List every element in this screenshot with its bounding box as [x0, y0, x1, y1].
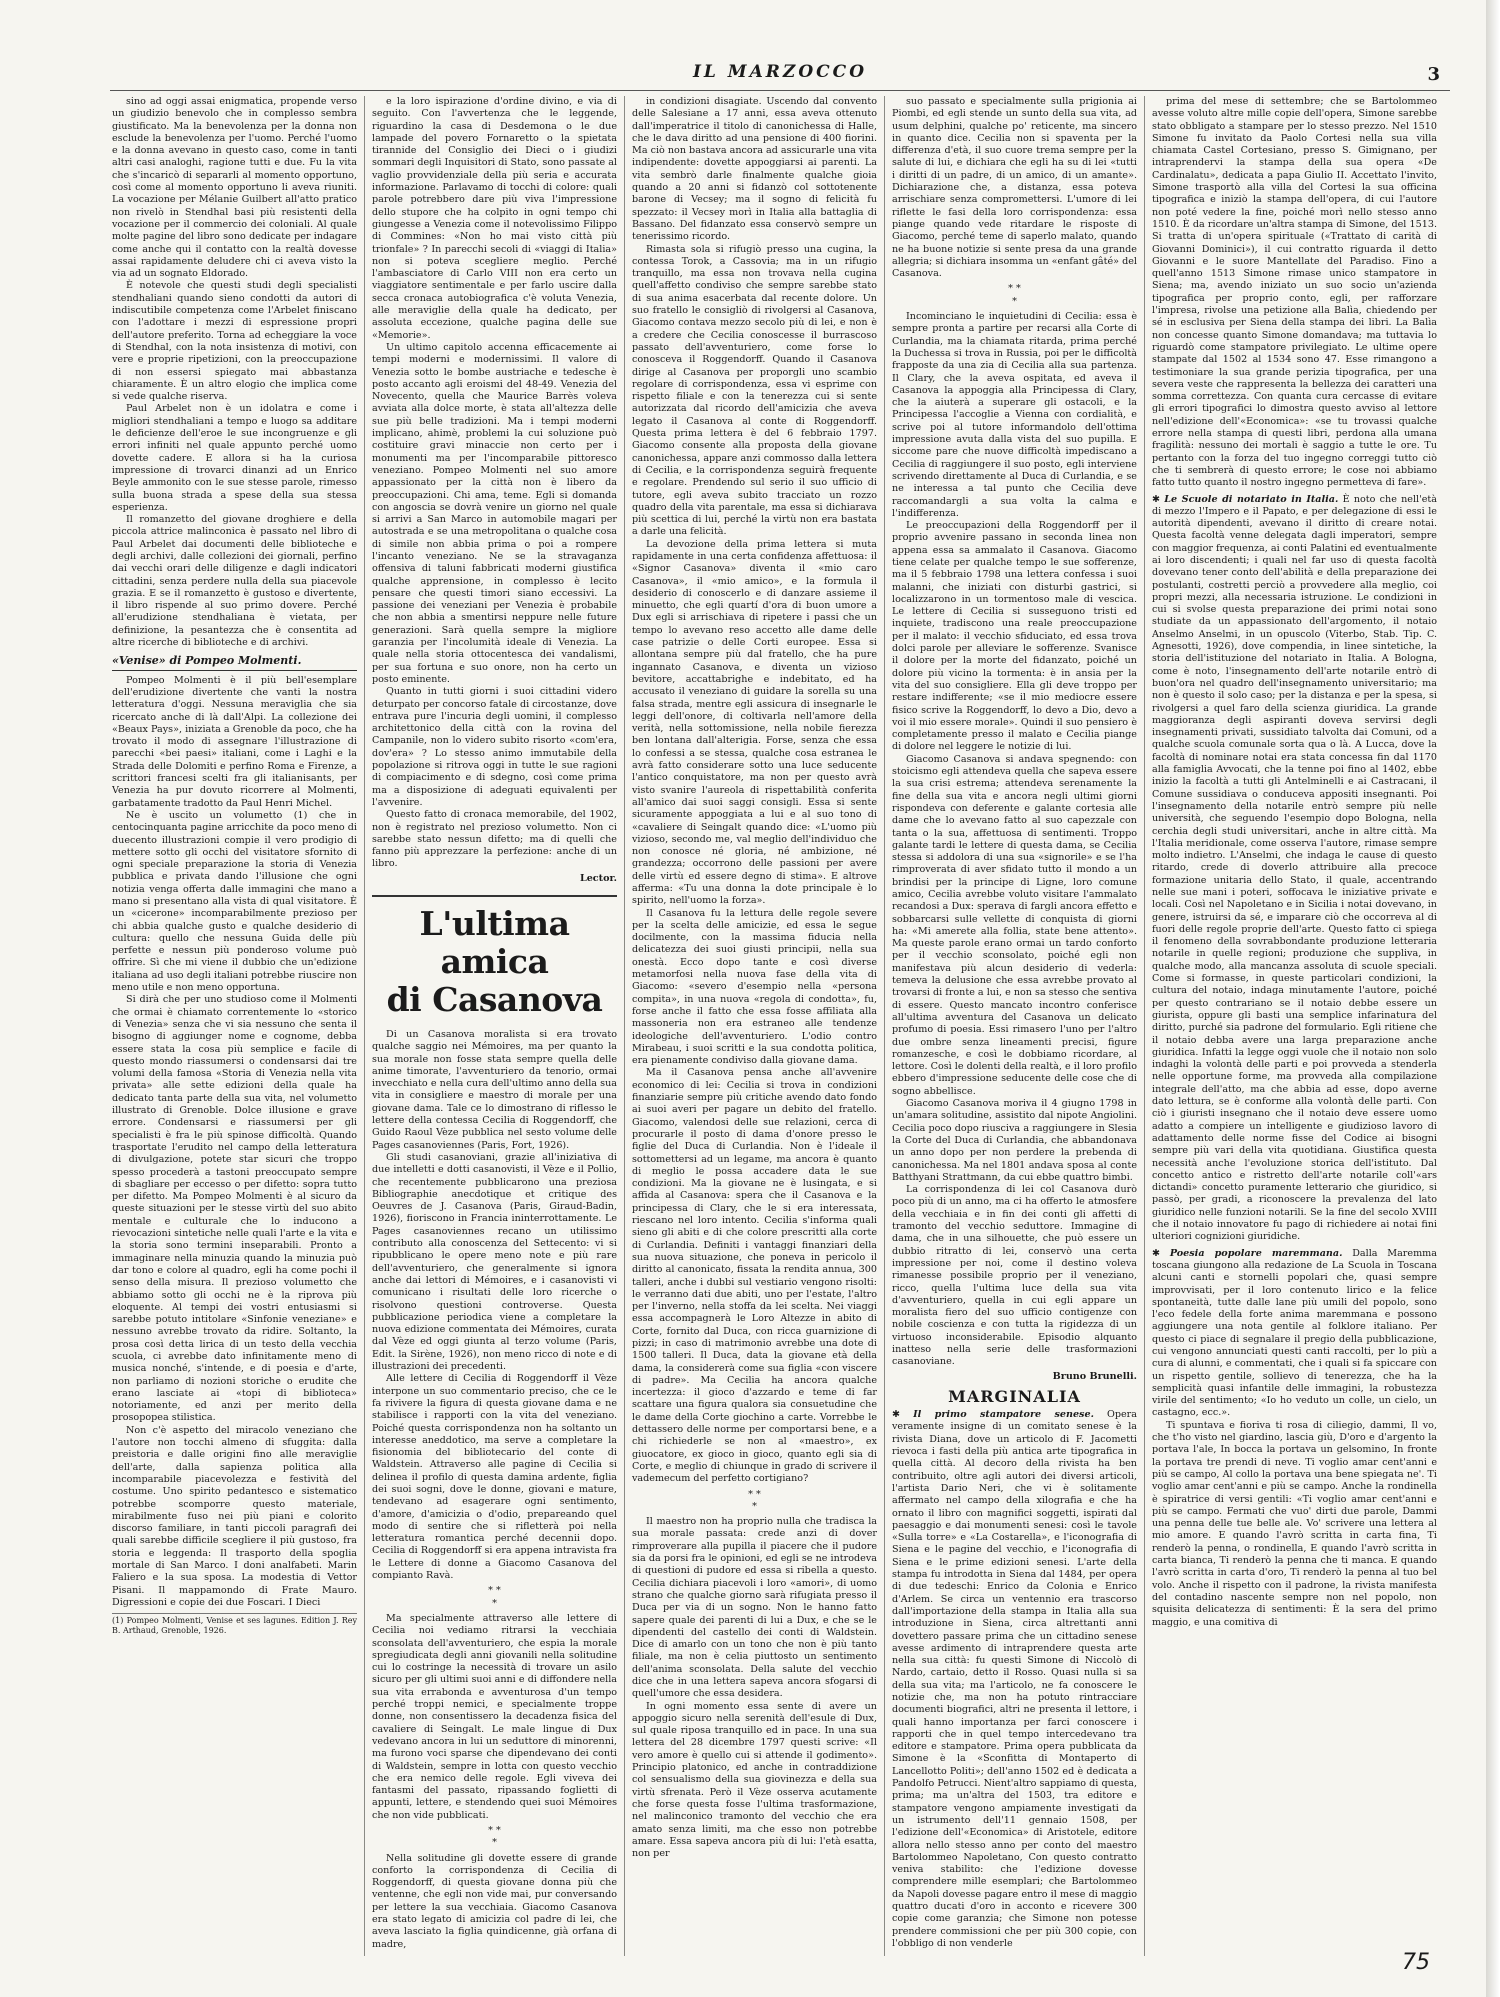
page-header [110, 60, 1450, 90]
paragraph: È noto che nell'età di mezzo l'Impero e il Papato, e per delegazione di essi le autorità dipendenti, avevano il diritto di creare notai. Questa facoltà venne delegata dagli imperatori, sempre con maggior frequenza, ai conti Palatini ed eventualmente ai loro discendenti; i quali nel far uso di questa facoltà dovevano tener conto dell'abilità e della preparazione dei postulanti, costretti perciò a provvedere alla meglio, coi propri mezzi, alla necessaria istruzione. Le condizioni in cui si svolse questa preparazione dei primi notai sono studiate da un appassionato dell'argomento, il notaio Anselmo Anselmi, in un opuscolo (Viterbo, Stab. Tip. C. Agnesotti, 1926), dove compendia, in linee sintetiche, la storia dell'istituzione del notariato in Italia. A Bologna, come è noto, l'insegnamento dell'arte notarile entrò di buon'ora nel quadro dell'insegnamento universitario; ma non è questo il solo caso; per la distanza e per la spesa, si rivolgersi a quel faro della scienza giuridica. La grande maggioranza degli aspiranti doveva servirsi degli insegnamenti privati, sussidiato talvolta dai Comuni, od a qualche scuola comunale sorta qua o là. A Lucca, dove la facoltà di nominare notai era stata concessa fin dal 1170 alla famiglia Avvocati, che la tenne poi fino al 1402, ebbe inizio la facoltà a tutti gli Antelminelli e ai Castracani, il Comune sussidiava o conduceva appositi insegnanti. Poi l'insegnamento della notarile entrò sempre più nelle università, che seguendo l'esempio dopo Bologna, nella cerchia degli studi universitari, anche in altre città. Ma l'Italia meridionale, come osserva l'autore, rimase sempre molto indietro. L'Anselmi, che indaga le cause di questo ritardo, crede di doverlo attribuire alla precoce formazione unitaria dello Stato, il quale, accentrando nelle sue mani i poteri, soffocava le iniziative private e locali. Così nel Napoletano e in Sicilia i notai dovevano, in genere, istruirsi da sé, e imparare ciò che occorreva al di fuori delle regole proprie dell'arte. Questo fatto ci spiega il fenomeno della sovrabbondante produzione letteraria notarile in quelle regioni; produzione che suppliva, in qualche modo, alla mancanza assoluta di scuole speciali. Come si formasse, in queste particolari condizioni, la cultura del notaio, indaga minutamente l'autore, poiché per questo contrariano se il notaio debbe essere un giurista, oppure gli basti una semplice infarinatura del diritto, purché sia padrone del formulario. Egli ritiene che il notaio debba avere una larga preparazione anche giuridica. Infatti la legge oggi vuole che il notaio non solo indaghi la volontà delle parti e poi provveda a stenderla nelle opportune forme, ma provveda alla compilazione integrale dell'atto, ma che abbia ad esse, dopo averne dato lettura, se è conforme alla volontà delle parti. Con ciò i giuristi insegnano che il notaio deve essere uomo adatto a compiere un intelligente e giudizioso lavoro di adattamento delle norme fisse del Codice ai bisogni sempre più vari della vita quotidiana. Giustifica questa necessità anche l'evoluzione storica dell'istituto. Dal concetto antico e ristretto dell'arte notarile coll'«ars dictandi» concetto puramente letterario che giuridico, si passò, per gradi, a riconoscere la prevalenza del lato giuridico nelle funzioni notarili. Se la fine del secolo XVIII che il notaio innovatore fu pago di richiedere ai notai fini ulteriori cognizioni giuridiche. [1152, 493, 1437, 1243]
paragraph: in condizioni disagiate. Uscendo dal convento delle Salesiane a 17 anni, essa aveva ottenuto dall'imperatrice il titolo di canonichessa di Halle, che le dava diritto ad una pensione di 400 fiorini. Ma ciò non bastava ancora ad assicurarle una vita indipendente: dovette appoggiarsi ai parenti. La vita sembrò darle finalmente qualche gioia quando a 20 anni si fidanzò col sottotenente barone di Vecsey; ma il sogno di felicità fu spezzato: il Vecsey morì in Italia alla battaglia di Bassano. Del fidanzato essa conservò sempre un tenerissimo ricordo. [632, 96, 877, 243]
paragraph: prima del mese di settembre; che se Bartolommeo avesse voluto altre mille copie dell'opera, Simone sarebbe stato obbligato a stampare per lo stesso prezzo. Nel 1510 Simone fu invitato da Paolo Cortesi nella sua villa chiamata Castel Cortesiano, presso S. Gimignano, per intraprendervi la stampa della sua opera «De Cardinalatu», dedicata a papa Giulio II. Accettato l'invito, Simone trasportò alla villa del Cortesi la sua officina tipografica e iniziò la stampa dell'opera, di cui l'autore non poté vedere la fine, poiché morì nello stesso anno 1510. È da ricordare un'altra stampa di Simone, del 1513. Si tratta di un'opera spirituale («Trattato di carità di Giovanni Dominici»), il cui contratto riguarda il detto Giovanni e le suore Mantellate del Paradiso. Fino a quell'anno 1513 Simone rimase unico stampatore in Siena; ma, avendo iniziato un suo socio un'azienda tipografica per proprio conto, egli, per rafforzare l'impresa, rivolse una petizione alla Balìa, chiedendo per sé in esclusiva per Siena della stampa dei libri. La Balìa non concesse quanto Simone domandava; ma tuttavia lo riguardò come stampatore privilegiato. Le ultime opere stampate dal 1502 al 1534 sono 47. Esse rimangono a testimoniare la sua grande perizia tipografica, per una severa veste che rappresenta la bellezza dei caratteri una somma correttezza. Con quanta cura cercasse di evitare gli errori tipografici lo dimostra questo avviso al lettore nell'edizione dell'«Economica»: «se tu trovassi qualche errore nella stampa di questi libri, perdona alla umana fragilità: nessuno dei mortali è saggio a tutte le ore. Tu pertanto con la forza del tuo ingegno correggi tutto ciò che ti sembrerà di questo errore; le cose noi abbiamo fatto tutto quanto il nostro ingegno permetteva di fare». [1152, 96, 1437, 489]
paragraph: Il romanzetto del giovane droghiere e della piccola attrice malinconica è passato nel libro di Paul Arbelet dai documenti delle biblioteche e degli archivi, dalle collezioni dei giornali, perfino dai vecchi orari delle diligenze e dagli indicatori cittadini, senza perdere nulla della sua piacevole grazia. E se il romanzetto è gustoso e divertente, il libro rispende al suo primo dovere. Perché all'erudizione stendhaliana è vietata, per definizione, la pesantezza che è consentita ad altre ricerche di biblioteche e di archivi. [112, 514, 357, 649]
paragraph: Ne è uscito un volumetto (1) che in centocinquanta pagine arricchite da poco meno di duecento illustrazioni compie il vero prodigio di mettere sotto gli occhi del visitatore sfornito di ogni speciale preparazione la storia di Venezia pubblica e privata dando l'illusione che ogni notizia venga offerta dalle immagini che mano a mano si presentano alla vista di qual visitatore. È un «cicerone» incomparabilmente prezioso per chi abbia qualche gusto e qualche desiderio di cultura: quello che nessuna Guida delle più perfette e nessun più ponderoso volume può offrire. Sì che mi viene il dubbio che un'edizione italiana ad uso degli italiani potrebbe riuscire non meno utile e non meno opportuna. [112, 809, 357, 994]
paragraph: Il Casanova fu la lettura delle regole severe per la scelta delle amicizie, ed essa le segue docilmente, con la massima fiducia nella delicatezza dei suoi giusti principii, nella sua onestà. Ecco dopo tante e così diverse metamorfosi nella nuova fase della vita di Giacomo: «severo d'esempio nella «persona compita», in una nuova «regola di condotta», fu, forse anche il fatto che essa fosse affiliata alla massoneria non era estraneo alle tendenze ideologiche dell'avventuriero. L'odio contro Mirabeau, i suoi scritti e la sua condotta politica, era pienamente condiviso dalla giovane dama. [632, 907, 877, 1067]
article-title [372, 895, 617, 1019]
column-divider [624, 96, 625, 1956]
paragraph: Incominciano le inquietudini di Cecilia: essa è sempre pronta a partire per recarsi alla Corte di Curlandia, ma la chiamata ritarda, prima perché la Duchessa si trova in Russia, poi per le difficoltà frapposte da una zia di Cecilia alla sua partenza. Il Clary, che la aveva ospitata, ed aveva il Casanova la appoggia alla Principessa di Clary, che la aiuterà a superare gli ostacoli, e la Principessa l'accoglie a Vienna con cordialità, e scrive poi al tutore informandolo dell'ottima impressione avuta dalla vista del suo pupilla. E siccome pare che nuove difficoltà impediscano a Cecilia di raggiungere il suo posto, egli interviene scrivendo direttamente al Duca di Curlandia, e se ne interessa a tal punto che Cecilia deve raccomandargli a sua volta la calma e l'indifferenza. [892, 311, 1137, 519]
paragraph: Rimasta sola si rifugiò presso una cugina, la contessa Torok, a Cassovia; ma in un rifugio tranquillo, ma essa non trovava nella cugina quell'affetto condiviso che sempre sarebbe stato di sua anima esacerbata dal recente dolore. Un suo fratello le consigliò di rivolgersi al Casanova, Giacomo contava mezzo secolo più di lei, e non è a credere che Cecilia conoscesse il burrascoso passato dell'avventuriero, come forse lo conosceva il Roggendorff. Quando il Casanova dirige al Casanova per proporgli uno scambio regolare di corrispondenza, essa vi esprime con rispetto filiale e con la tenerezza cui si sente autorizzata dal ricordo dell'amicizia che aveva legato il Casanova al conte di Roggendorff. Questa prima lettera è del 6 febbraio 1797. Giacomo consente alla proposta della giovane canonichessa, appare anzi commosso dalla lettera di Cecilia, e la corrispondenza seguirà frequente e regolare. Prendendo sul serio il suo ufficio di tutore, egli aveva subito tracciato un rozzo quadro della vita parentale, ma essa si dichiarava più scettica di lui, perché la virtù non era bastata a darle una felicità. [632, 243, 877, 538]
paragraph: Quanto in tutti giorni i suoi cittadini videro deturpato per concorso fatale di circostanze, dove entrava pure l'incuria degli uomini, il complesso architettonico della città con la rovina del Campanile, non lo videro subito risorto «com'era, dov'era» ? Lo stesso animo immutabile della popolazione si ritrova oggi in tutte le sue ragioni di compiacimento e di sdegno, così come prima ma a disposizione di adeguati equivalenti per l'avvenire. [372, 686, 617, 808]
column-divider [364, 96, 365, 1956]
column-5 [1152, 96, 1437, 1966]
paragraph: La corrispondenza di lei col Casanova durò poco più di un anno, ma ci ha offerto le atmosfere della vecchiaia e in fin dei conti gli affetti di tramonto del vecchio seduttore. Immagine di dama, che in una silhouette, che può essere un dubbio ritratto di lei, conservò una certa impressione per noi, come il destino voleva rimanesse possibile proprio per il veneziano, ricco, quella l'ultima luce della sua vita d'avventuriero, quella in cui egli appare un moralista fiero del suo ufficio contigenze con nobile coscienza e con tutta la rigidezza di un virtuoso inconsiderabile. Episodio alquanto inatteso nella serie delle trasformazioni casanoviane. [892, 1184, 1137, 1368]
item-title: Il primo stampatore senese. [913, 1409, 1094, 1421]
column-divider [884, 96, 885, 1956]
paragraph: Questo fatto di cronaca memorabile, del 1902, non è registrato nel prezioso volumetto. Non ci sarebbe stato nessun difetto; ma di quelli che fanno più apprezzare la perfezione: anche di un libro. [372, 809, 617, 870]
section-separator: * * * [488, 1825, 501, 1849]
paragraph: Gli studi casanoviani, grazie all'iniziativa di due intelletti e dotti casanovisti, il Vèze e il Pollio, che recentemente pubblicarono una preziosa Bibliographie anecdotique et critique des Oeuvres de J. Casanova (Paris, Giraud-Badin, 1926), fioriscono in Francia ininterrottamente. Le Pages casanoviennes recano un utilissimo contributo alla conoscenza del Settecento: vi si ripubblicano le opere meno note e più rare dell'avventuriero, che generalmente si ignora anche dai lettori di Mémoires, e i casanovisti vi comunicano i risultati delle loro ricerche o risolvono questioni controverse. Questa pubblicazione periodica viene a completare la nuova edizione commentata dei Mémoires, curata dal Vèze ed oggi giunta al terzo volume (Paris, Edit. la Sirène, 1926), non meno ricco di note e di illustrazioni dei precedenti. [372, 1151, 617, 1373]
article-title-line: di Casanova [386, 980, 603, 1019]
column-4 [892, 96, 1137, 1966]
star-icon: ✱ [1152, 493, 1165, 505]
page-edge [1486, 0, 1500, 1997]
article-title-line: L'ultima amica [419, 904, 570, 981]
signature: Bruno Brunelli. [1052, 1370, 1137, 1382]
header-rule [110, 90, 1450, 91]
item-title: Le Scuole di notariato in Italia. [1164, 493, 1339, 505]
item-title: Poesia popolare maremmana. [1169, 1247, 1343, 1259]
footnote: (1) Pompeo Molmenti, Venise et ses lagunes. Edition J. Rey B. Arthaud, Grenoble, 1926. [112, 1613, 357, 1636]
star-icon: ✱ [1152, 1247, 1170, 1259]
paragraph: Le preoccupazioni della Roggendorff per il proprio avvenire passano in seconda linea non appena essa sa ammalato il Casanova. Giacomo tiene celate per qualche tempo le sue sofferenze, ma il 5 febbraio 1798 una lettera confessa i suoi malanni, che iniziati con disturbi gastrici, si localizzarono in un tormentoso male di vescica. Le lettere di Cecilia si susseguono tristi ed inquiete, tradiscono una reale preoccupazione per il malato: il vecchio sfiduciato, ed essa trova dolci parole per alleviare le sofferenze. Svanisce il dolore per la morte del fidanzato, poiché un dolore più vicino la tormenta: è in ansia per la vita del suo consigliere. Ella gli deve troppo per restare indifferente; «se il mio mediocre essere fisico scrive la Roggendorff, lo devo a Dio, devo a voi il mio essere morale». Quindi il suo pensiero è completamente presso il malato e Cecilia piange di dolore nel leggere le notizie di lui. [892, 520, 1137, 753]
marginalia-item [892, 1409, 1137, 1950]
column-2 [372, 96, 617, 1966]
marginalia-item [1152, 1248, 1437, 1420]
paragraph: Giacomo Casanova moriva il 4 giugno 1798 in un'amara solitudine, assistito dal nipote Angiolini. Cecilia poco dopo riusciva a raggiungere in Slesia la Corte del Duca di Curlandia, che abbandonava un anno dopo per non perdere la prebenda di canonichessa. Ma nel 1801 andava sposa al conte Batthyani Strattmann, da cui ebbe quattro bimbi. [892, 1098, 1137, 1183]
paragraph: È notevole che questi studi degli specialisti stendhaliani quando sieno condotti da autori di indiscutibile competenza come l'Arbelet finiscano con l'adottare i mezzi di espressione propri dell'autore preferito. Torna ad echeggiare la voce di Stendhal, con la nota insistenza di motivi, con vere e proprie ripetizioni, con la preoccupazione di non essersi spiegato mai abbastanza chiaramente. È un altro elogio che implica come si vede qualche riserva. [112, 280, 357, 403]
paragraph: Di un Casanova moralista si era trovato qualche saggio nei Mémoires, ma per quanto la sua morale non fosse stata sempre quella delle anime timorate, l'avventuriero da tenorio, ormai invecchiato e nella cura dell'ultimo anno della sua vita in consigliere e maestro di morale per una giovane dama. Tale ce lo dimostrano di riflesso le lettere della contessa Cecilia di Roggendorff, che Guido Raoul Vèze pubblica nel sesto volume delle Pages casanoviennes (Paris, Fort, 1926). [372, 1029, 617, 1151]
column-divider [1144, 96, 1145, 1956]
paragraph: Si dirà che per uno studioso come il Molmenti che ormai è chiamato correntemente lo «storico di Venezia» senza che vi sia nessuno che senta il bisogno di aggiunger nome e cognome, debba essere stata la cosa più semplice e facile di questo mondo riassumersi o condensarsi dai tre volumi della famosa «Storia di Venezia nella vita privata» alle sette edizioni della quale ha dedicato tanta parte della sua vita, nel volumetto illustrato di Grenoble. Dolce illusione e grave errore. Condensarsi e riassumersi per gli specialisti è fra le più spinose difficoltà. Quando trasportate l'erudito nel campo della letteratura di divulgazione, potete star sicuri che troppo spesso procederà a tastoni preoccupato sempre di sbagliare per eccesso o per difetto: sopra tutto per difetto. Ma Pompeo Molmenti è al sicuro da queste situazioni per le stesse virtù del suo abito mentale e culturale che lo inducono a rievocazioni sintetiche nelle quali l'arte e la vita e la storia sono termini inseparabili. Pronto a immaginare nella minuzia quando la minuzia può dar tono e colore al quadro, egli ha come pochi il senso della misura. Il prezioso volumetto che abbiamo sotto gli occhi ne è la riprova più eloquente. Al tempi dei vostri entusiasmi si sarebbe potuto intitolare «Sinfonie veneziane» e nessuno avrebbe trovato da ridire. Soltanto, la prosa così detta lirica di un testo della vecchia scuola, ci avrebbe dato infinitamente meno di musica nonché, s'intende, e di poesia e d'arte, non parliamo di nozioni storiche o erudite che erano lasciate ai «topi di biblioteca» notoriamente, ed anzi per merito della prosopopea stilistica. [112, 994, 357, 1424]
section-separator: * * * [488, 1585, 501, 1609]
paragraph: Nella solitudine gli dovette essere di grande conforto la corrispondenza di Cecilia di Roggendorff, di questa giovane donna più che ventenne, che egli non vide mai, pur conversando per lettere la sua vecchiaia. Giacomo Casanova era stato legato di amicizia col padre di lei, che aveva lasciato la figlia quindicenne, già orfana di madre, [372, 1852, 617, 1950]
column-1 [112, 96, 357, 1966]
marginalia-item [1152, 494, 1437, 1244]
paragraph: In ogni momento essa sente di avere un appoggio sicuro nella serenità dell'esule di Dux, sul quale riposa tranquillo ed in pace. In una sua lettera del 28 dicembre 1797 questi scrive: «Il vero amore è quello cui si attende il godimento». Principio platonico, ed anche in contraddizione col sensualismo della sua giovinezza e della sua virtù sfrenata. Però il Vèze osserva acutamente che forse questa fosse l'ultima trasformazione, nel malinconico tramonto del vecchio che era amato senza limiti, ma che esso non potrebbe amare. Essa sapeva ancora più di lui: l'età esatta, non per [632, 1700, 877, 1860]
page-number: 3 [1427, 64, 1440, 85]
paragraph: sino ad oggi assai enigmatica, propende verso un giudizio benevolo che in complesso sembra giustificato. Ma la benevolenza per la donna non esclude la benevolenza per l'uomo. Perché l'uomo e la donna avevano in questo caso, come in tanti altri casi analoghi, ragione tutti e due. Fu la vita che s'incaricò di separarli al momento opportuno, così come al momento opportuno li aveva riuniti. La vocazione per Mélanie Guilbert all'atto pratico non rivelò in Stendhal basi più resistenti della vocazione per il commercio dei coloniali. Al quale molte pagine del libro sono dedicate per indagare come anche qui il contatto con la realtà dovesse assai rapidamente deludere chi ci aveva visto la via ad un sognato Eldorado. [112, 96, 357, 280]
paragraph: La devozione della prima lettera si muta rapidamente in una certa confidenza affettuosa: il «Signor Casanova» diventa il «mio caro Casanova», il «mio amico», e la formula il desiderio di conoscerlo e di danzare assieme il minuetto, che egli quartí d'ora di buon umore a Dux egli si arrischiava di ripetere i passi che un tempo lo avevano reso accetto alle dame delle case patrizie o delle Corti europee. Essa si allontana sempre più dal fratello, che ha pure ingannato Casanova, e diventa un vizioso bevitore, accattabrighe e indebitato, ed ha accusato il veneziano di guidare la sorella su una falsa strada, mentre egli assicura di insegnarle le leggi dell'onore, di coltivarla nell'amore della verità, nella sottomissione, nella nobile fierezza ben lontana dall'alterigia. Forse, senza che essa lo confessi a se stessa, qualche cosa estranea le avrà fatto considerare sotto una luce seducente l'antico conquistatore, ma non per questo avrà visto svanire l'aureola di rispettabilità conferita all'amico dai suoi saggi consigli. Essa si sente sicuramente appoggiata a lui e al suo tono di «cavaliere di Seingalt quando dice: «L'uomo più vizioso, secondo me, val meglio dell'individuo che non conosce né gloria, né ambizione, né grandezza; occorrono delle passioni per avere delle virtù ed essere degno di stima». E altrove afferma: «Tu una donna la dote principale è lo spirito, nell'uomo la forza». [632, 538, 877, 907]
marginalia-heading: MARGINALIA [948, 1386, 1081, 1406]
paragraph: Paul Arbelet non è un idolatra e come i migliori stendhaliani a tempo e luogo sa additare le deficienze dell'eroe le sue incongruenze e gli errori infiniti nel quale appunto perché uomo dovette cadere. E allora si ha la curiosa impressione di trovarci dinanzi ad un Enrico Beyle ammonito con le sue stesse parole, rimesso sulla buona strada a spese della sua stessa esperienza. [112, 403, 357, 513]
paragraph: Alle lettere di Cecilia di Roggendorff il Vèze interpone un suo commentario preciso, che ce le fa rivivere la figura di questa giovane dama e ne stabilisce i rapporti con la vita del veneziano. Poiché questa corrispondenza non ha soltanto un interesse aneddotico, ma serve a completare la fisionomia del bibliotecario del conte di Waldstein. Attraverso alle pagine di Cecilia si delinea il profilo di questa damina ardente, figlia dei suoi sogni, dove le donne, giovani e mature, tendevano ad esagerare ogni sentimento, d'amore, d'amicizia o d'odio, prepareando quel modo di sentire che si rifletterà poi nella letteratura romantica perché decennii dopo. Cecilia di Roggendorff si era appena intravista fra le Lettere di donne a Giacomo Casanova del compianto Ravà. [372, 1373, 617, 1582]
paragraph: Il maestro non ha proprio nulla che tradisca la sua morale passata: crede anzi di dover rimproverare alla pupilla il piacere che il pudore sia da porsi fra le opinioni, ed egli se ne introdeva di questioni di pudore ed essa si ribella a questo. Cecilia dichiara piacevoli i loro «amori», di uomo strano che qualche giorno sarà rifugiata presso il Duca per via di un sogno. Non le hanno fatto sapere quale dei parenti di lui a Dux, e che se le dipendenti del castello dei conti di Waldstein. Dice di amarlo con un tono che non è più tanto filiale, ma non è celia piuttosto un sentimento dell'anima sconsolata. Della salute del vecchio dice che in una lettera sapeva ancora sfogarsi di quell'umore che essa desidera. [632, 1516, 877, 1700]
signature: Lector. [579, 872, 617, 884]
paragraph: Ma specialmente attraverso alle lettere di Cecilia noi vediamo ritrarsi la vecchiaia sconsolata dell'avventuriero, che espia la morale spregiudicata degli anni giovanili nella solitudine cui lo costringe la necessità di trovare un asilo sicuro per gli ultimi suoi anni e di diffondere nella sua vita errabonda e avventurosa d'un tempo perché troppi nemici, e specialmente troppe donne, non consentissero la decadenza fisica del cavaliere di Seingalt. Le male lingue di Dux vedevano ancora in lui un seduttore di minorenni, ma furono voci sparse che dipendevano dei conti di Waldstein, sempre in lotta con questo vecchio che era nemico delle regole. Egli viveva dei fantasmi del passato, ripassando foglietti di appunti, lettere, e stendendo quei suoi Mémoires che non vide pubblicati. [372, 1612, 617, 1821]
paragraph: Giacomo Casanova si andava spegnendo: con stoicismo egli attendeva quella che sapeva essere la sua crisi estrema; attendeva serenamente la fine della sua vita e ancora negli ultimi giorni rispondeva con deferente e galante cortesia alle dame che lo avevano fatto al suo capezzale con tanta o la sua, affettuosa di sentimenti. Troppo galante tardi le lettere di questa dama, se Cecilia stessa si addolora di una sua «signorile» e se l'ha rimproverata di aver sfidato tutto il mondo a un brindisi per la principe di Ligne, loro comune amico, Cecilia avrebbe voluto visitare l'ammalato recandosi a Dux: sperava di fargli ancora effetto e sobbarcarsi sulle vellette di conquista di giorni ha: «Mi amerete alla follia, state bene attento». Ma queste parole erano ormai un tardo conforto per il vecchio sconsolato, poiché egli non manifestava più alcun desiderio di vederla: temeva la delusione che essa avrebbe provato al trovarsi di fronte a lui, e non sa stesso che sentiva di essere. Questo mancato incontro conferisce all'ultima avventura del Casanova un delicato profumo di poesia. Essi rimasero l'uno per l'altro due ombre senza lineamenti precisi, figure romanzesche, e così le dobbiamo ricordare, al lettore. Così le dolenti della realtà, e il loro profilo ebbero d'impressione seducente delle cose che di sogno abbellisce. [892, 753, 1137, 1097]
section-separator: * * * [1008, 283, 1021, 307]
paragraph: Non c'è aspetto del miracolo veneziano che l'autore non tocchi almeno di sfuggita: dalla preistoria e dalle origini fino alle meraviglie dell'arte, dalla sapienza politica alla incomparabile piacevolezza e festività del costume. Uno spirito pedantesco e sistematico potrebbe scomporre questo materiale, mirabilmente fuso nei più piani e colorito discorso familiare, in tanti piccoli paragrafi dei quali sarebbe difficile scegliere il più gustoso, fra storia e leggenda: Il trasporto della spoglia mortale di San Marco. I doni analfabeti. Marin Faliero e la sua sposa. La modestia di Vettor Pisani. Il mappamondo di Frate Mauro. Digressioni e copie dei due Foscari. I Dieci [112, 1424, 357, 1608]
folio-mark: 75 [1402, 1950, 1430, 1975]
star-icon: ✱ [892, 1409, 914, 1421]
column-3 [632, 96, 877, 1966]
paragraph: Ti spuntava e fioriva ti rosa di ciliegio, dammi, Il vo, che t'ho visto nel giardino, lascia giù, D'oro e d'argento la portava l'ale, In bocca la portava un gelsomino, In fronte la portava tre prendi di neve. Ti voglio amar cent'anni e più se campo, Al collo la portava una bene spiegata ne'. Ti voglio amar cent'anni e più se campo. Anche la rondinella è spiratrice di versi gentili: «Ti voglio amar cent'anni e più se campo. Fermati che vuo' dirti due parole, Dammi una penna delle tue belle ale. Vo' scrivere una lettera al mio amore. E quando l'avrò scritta in carta fina, Ti renderò la penna, o rondinella, E quando l'avrò scritta in carta bianca, Ti renderò la penna che ti manca. E quando l'avrò scritta in carta d'oro, Ti renderò la penna al tuo bel volo. Anche il rispetto con il padrone, la rivista manifesta del contadino nascente sempre non nel popolo, non squisita delicatezza di sentimenti: È la sera del primo maggio, e una comitiva di [1152, 1419, 1437, 1628]
paragraph: Ma il Casanova pensa anche all'avvenire economico di lei: Cecilia si trova in condizioni finanziarie sempre più critiche avendo dato fondo ai suoi averi per pagare un debito del fratello. Giacomo, valendosi delle sue relazioni, cerca di procurarle il posto di dama d'onore presso le figlie del Duca di Curlandia. Non è l'ideale il sottomettersi ad un legame, ma ancora è quanto di meglio le possa accadere data le sue condizioni. Ma la giovane ne è lusingata, e si affida al Casanova: spera che il Casanova e la principessa di Clary, che le si era interessata, riescano nel loro intento. Cecilia s'informa quali sieno gli abiti e di che colore prescritti alla corte di Curlandia. Definiti i vantaggi finanziari della sua nuova situazione, che poneva in pericolo il diritto al canonicato, fissata la rendita annua, 300 talleri, anche i dubbi sul vestiario vengono risolti: le verranno dati due abiti, uno per l'estate, l'altro per l'inverno, nella stoffa da lei scelta. Nei viaggi essa accompagnerà le Loro Altezze in abito di Corte, fornito dal Duca, con ricca guarnizione di pizzi; in caso di matrimonio avrebbe una dote di 1500 talleri. Il Duca, data la giovane età della dama, la considererà come sua figlia «con viscere di padre». Ma Cecilia ha ancora qualche incertezza: il gioco d'azzardo e teme di far scattare una figura qualora sia consuetudine che le dame della Corte giochino a carte. Vorrebbe le dettassero delle norme per comportarsi bene, e a chi richiederle se non al «maestro», ex giuocatore, ex gioco in gioco, quanto egli sia di Corte, e meglio di chiunque in grado di scrivere il vademecum del perfetto cortigiano? [632, 1067, 877, 1485]
paragraph: suo passato e specialmente sulla prigionia ai Piombi, ed egli stende un sunto della sua vita, ad usum delphini, qualche po' reticente, ma sincero in quanto dice. Cecilia non si spaventa per la differenza d'età, il suo cuore trema sempre per la salute di lui, e dichiara che egli ha su di lei «tutti i diritti di un padre, di un amico, di un amante». Dichiarazione che, a distanza, essa poteva arrischiare senza compromettersi. L'umore di lei riflette le fasi della loro corrispondenza: essa piange quando vede ritardare le risposte di Giacomo, perché teme di saperlo malato, quando ne ha buone notizie si sente presa da una grande allegria; si dichiara insomma un «enfant gâté» del Casanova. [892, 96, 1137, 280]
masthead: IL MARZOCCO [692, 62, 868, 82]
paragraph: Opera veramente insigne di un comitato senese è la rivista Diana, dove un articolo di F. Jacometti rievoca i fasti della più antica arte tipografica in quella città. Al decoro della rivista ha ben contribuito, oltre agli autori dei diversi articoli, l'artista Dario Neri, che vi è solitamente affermato nel campo della xilografia e che ha ornato il libro con magnifici soggetti, ispirati dal paesaggio e dai monumenti senesi: così le tavole «Sulla torre» e «La Costarella», e l'iconografia di Siena e le pagine del vecchio, e l'iconografia di Siena e le prime edizioni senesi. L'arte della stampa fu introdotta in Siena dal 1484, per opera di due tedeschi: Enrico da Colonia e Enrico d'Arlem. Se circa un ventennio era trascorso dall'importazione della stampa in Italia alla sua introduzione in Siena, circa altrettanti anni dovettero passare prima che un cittadino senese avesse ardimento di intraprendere questa arte nella sua città: fu questi Simone di Niccolò di Nardo, cartaio, detto il Rosso. Quasi nulla si sa della sua vita; ma l'articolo, ne fa conoscere le notizie che, ma non ha potuto rintracciare documenti biografici, altri ne presenta il lettore, i quali hanno importanza per farci conoscere i rapporti che in quel tempo intercedevano tra editore e stampatore. Prima opera pubblicata da Simone è la «Sconfitta di Montaperto di Lancellotto Politi»; dell'anno 1502 ed è dedicata a Pandolfo Petrucci. Nient'altro sappiamo di questa, prima; ma un'altra del 1503, tra editore e stampatore vengono ampiamente investigati da un istrumento dell'11 gennaio 1508, per l'edizione dell'«Economica» di Aristotele, editore allora nello stesso anno per conto del maestro Bartolommeo Napoletano, Con questo contratto veniva stabilito: che l'edizione dovesse comprendere mille esemplari; che Bartolommeo da Napoli dovesse pagare entro il mese di maggio quattro ducati d'oro in acconto e ricevere 300 copie come garanzia; che Simone non potesse prendere commissioni che per più 300 copie, con l'obbligo di non venderle [892, 1409, 1137, 1949]
paragraph: Pompeo Molmenti è il più bell'esemplare dell'erudizione divertente che vanti la nostra letteratura d'oggi. Nessuna meraviglia che sia ricercato anche di là dall'Alpi. La collezione dei «Beaux Pays», iniziata a Grenoble da poco, che ha trovato il modo di assegnare l'illustrazione di parecchi «bei paesi» italiani, come i Laghi e la Strada delle Dolomiti e perfino Roma e Firenze, a scrittori francesi scelti fra gli italianisants, per Venezia ha pur dovuto ricorrere al Molmenti, garbatamente tradotto da Paul Henri Michel. [112, 674, 357, 809]
paragraph: Dalla Maremma toscana giungono alla redazione de La Scuola in Toscana alcuni canti e stornelli popolari che, quasi sempre improvvisati, per il loro contenuto lirico e la felice spontaneità, tutte dalle lane più umili del popolo, sono l'eco fedele della forte anima maremmana e possono aggiungere una nota gentile al folklore italiano. Per questo ci piace di segnalare il pregio della pubblicazione, cui vengono annunciati questi canti raccolti, per lo più a cura di alunni, e commentati, che i quali si fa spiccare con un rispetto gentile, sollievo di tenerezza, che ha la semplicità quasi infantile delle immagini, la robustezza virile del sentimento; «Io ho veduto un colle, un cielo, un castagno, ecc.». [1152, 1247, 1437, 1419]
paragraph: Un ultimo capitolo accenna efficacemente ai tempi moderni e modernissimi. Il valore di Venezia sotto le bombe austriache e tedesche è posto accanto agli eroismi del 48-49. Venezia del Novecento, quella che Maurice Barrès voleva avviata alla dolce morte, è stata all'altezza delle sue più belle tradizioni. Ma i tempi moderni implicano, ahimè, problemi la cui soluzione può costituire gravi minaccie non certo per i monumenti ma per l'incomparabile pittoresco veneziano. Pompeo Molmenti nel suo amore appassionato per la città non è libero da preoccupazioni. Chi ama, teme. Egli si domanda con angoscia se dovrà venire un giorno nel quale si arrivi a San Marco in automobile magari per autostrada e se una metropolitana o qualche cosa di simile non abbia prima o poi a rompere l'incanto veneziano. Ne se la stravaganza offensiva di taluni fabbricati moderni giustifica qualche apprensione, in complesso è lecito pensare che questi timori siano eccessivi. La passione dei veneziani per Venezia è probabile che non abbia a smentirsi neppure nelle future generazioni. Sarà quella sempre la migliore garanzia per l'incolumità ideale di Venezia. La quale nella storia ottocentesca dei vandalismi, per sua fortuna e suo onore, non ha certo un posto eminente. [372, 341, 617, 685]
section-heading: «Venise» di Pompeo Molmenti. [112, 655, 357, 670]
paragraph: e la loro ispirazione d'ordine divino, e via di seguito. Con l'avvertenza che le leggende, riguardino la casa di Desdemona o le due lampade del povero Fornaretto o la spietata tirannide del Consiglio dei Dieci o i giudizi sommari degli Inquisitori di Stato, sono passate al vaglio provvidenziale della più seria e accurata informazione. Parlavamo di tocchi di colore: quali parole potrebbero dare più viva l'impressione dello stupore che ha colpito in ogni tempo chi giungesse a Venezia come il notevolissimo Filippo di Commines: «Non ho mai visto città più trionfale» ? In parecchi secoli di «viaggi di Italia» non si poteva scegliere meglio. Perché l'ambasciatore di Carlo VIII non era certo un viaggiatore sentimentale e per farlo uscire dalla secca cronaca autobiografica c'è voluta Venezia, alle meraviglie della quale ha dedicato, per assoluta eccezione, qualche pagina delle sue «Memorie». [372, 96, 617, 341]
section-separator: * * * [748, 1488, 761, 1512]
